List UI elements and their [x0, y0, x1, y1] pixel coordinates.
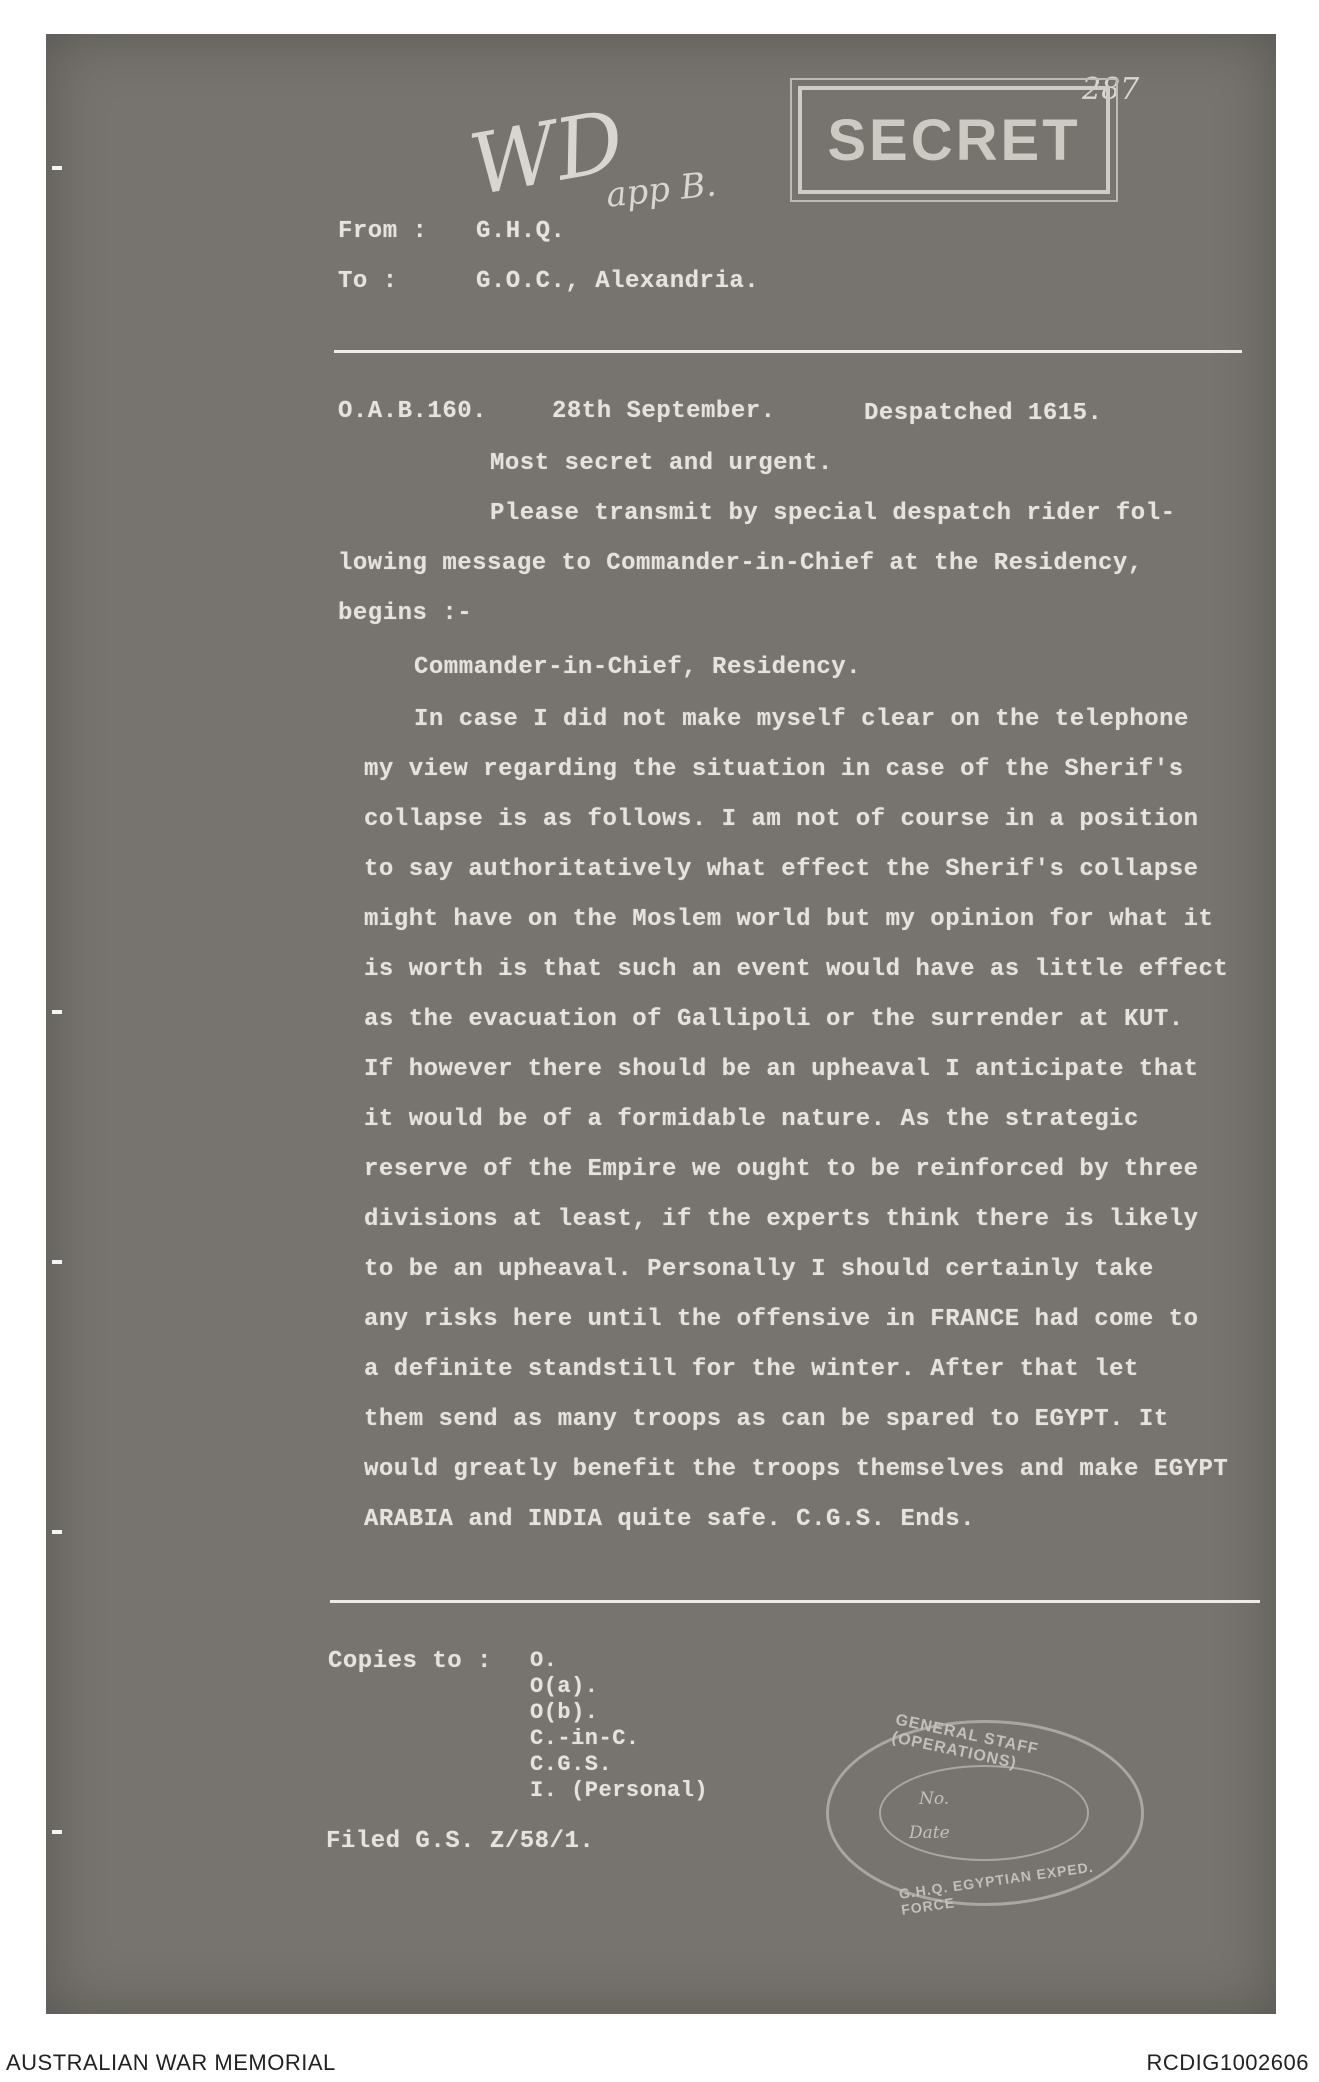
footer-divider [330, 1600, 1260, 1603]
body-line: If however there should be an upheaval I anticipate that [364, 1056, 1199, 1083]
body-line: would greatly benefit the troops themselves and make EGYPT [364, 1456, 1229, 1483]
body-line: reserve of the Empire we ought to be reinforced by three [364, 1156, 1199, 1183]
secret-stamp: SECRET [798, 86, 1110, 194]
page-number: 287 [1082, 72, 1140, 107]
body-line: collapse is as follows. I am not of course in a position [364, 806, 1199, 833]
body-line: to be an upheaval. Personally I should certainly take [364, 1256, 1154, 1283]
punch-mark [52, 1260, 62, 1264]
body-line: Commander-in-Chief, Residency. [414, 654, 862, 681]
footer-record-id: RCDIG1002606 [1146, 2050, 1309, 2075]
handwritten-annotation: app B. [604, 164, 719, 216]
copies-label: Copies to : [328, 1648, 492, 1675]
header-divider [334, 350, 1242, 353]
body-line: them send as many troops as can be spared to EGYPT. It [364, 1406, 1169, 1433]
body-line: In case I did not make myself clear on the telephone [414, 706, 1189, 733]
body-line: divisions at least, if the experts think there is likely [364, 1206, 1199, 1233]
body-line: Please transmit by special despatch rider fol- [490, 500, 1176, 527]
message-date: 28th September. [552, 398, 776, 425]
filed-reference: Filed G.S. Z/58/1. [326, 1828, 595, 1855]
general-staff-stamp [826, 1711, 1144, 1918]
body-line: my view regarding the situation in case of the Sherif's [364, 756, 1184, 783]
stamp-no-label: No. [919, 1789, 950, 1809]
message-number: O.A.B.160. [338, 398, 488, 425]
to-value: G.O.C., Alexandria. [476, 268, 760, 295]
despatched-time: Despatched 1615. [864, 400, 1103, 427]
body-line: a definite standstill for the winter. After that let [364, 1356, 1139, 1383]
body-line: Most secret and urgent. [490, 450, 833, 477]
handwritten-initials: WD [462, 91, 632, 215]
copy-recipient: O(a). [530, 1674, 599, 1699]
to-label: To : [338, 268, 398, 295]
body-line: as the evacuation of Gallipoli or the surrender at KUT. [364, 1006, 1184, 1033]
punch-mark [52, 166, 62, 170]
from-value: G.H.Q. [476, 218, 566, 245]
body-line: it would be of a formidable nature. As the strategic [364, 1106, 1139, 1133]
punch-mark [52, 1830, 62, 1834]
body-line: begins :- [338, 600, 473, 627]
punch-mark [52, 1010, 62, 1014]
body-line: is worth is that such an event would have as little effect [364, 956, 1229, 983]
body-line: to say authoritatively what effect the Sherif's collapse [364, 856, 1199, 883]
copy-recipient: C.G.S. [530, 1752, 613, 1777]
from-label: From : [338, 218, 428, 245]
punch-mark [52, 1530, 62, 1534]
copy-recipient: C.-in-C. [530, 1726, 640, 1751]
copy-recipient: I. (Personal) [530, 1778, 709, 1803]
body-line: lowing message to Commander-in-Chief at the Residency, [338, 550, 1143, 577]
copy-recipient: O(b). [530, 1700, 599, 1725]
body-line: might have on the Moslem world but my opinion for what it [364, 906, 1214, 933]
stamp-top-text: GENERAL STAFF (OPERATIONS) [890, 1711, 1041, 1773]
stamp-bottom-text: G.H.Q. EGYPTIAN EXPED. FORCE [897, 1858, 1095, 1918]
body-line: any risks here until the offensive in FRANCE had come to [364, 1306, 1199, 1333]
copy-recipient: O. [530, 1648, 558, 1673]
footer-institution: AUSTRALIAN WAR MEMORIAL [6, 2050, 336, 2075]
body-line: ARABIA and INDIA quite safe. C.G.S. Ends. [364, 1506, 975, 1533]
stamp-date-label: Date [909, 1823, 950, 1843]
